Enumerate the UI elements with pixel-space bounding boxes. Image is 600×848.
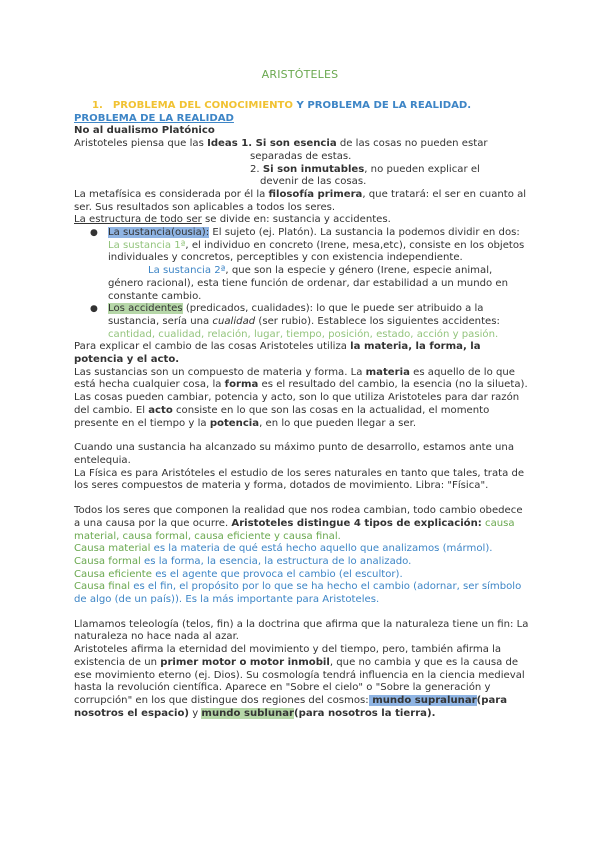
compuesto-paragraph: Las sustancias son un compuesto de materia y forma. La materia es aquello de lo que está hecha cualquier cosa, la forma es el resultado del cambio, la esencia (no la silueta). [74,366,528,391]
document-title: ARISTÓTELES [261,68,339,81]
subheading: No al dualismo Platónico [74,125,215,137]
ideas-item2: 2. Si son inmutables, no pueden explicar el [250,163,480,175]
list-item-accidentes: ● Los accidentes (predicados, cualidades): lo que le puede ser atribuido a la sustancia, sería una cualidad (ser rubio). Establece los siguientes accidentes: cantidad, cualidad, relación, lugar, tiempo, posición, estado, acción y pasión. [90,303,500,340]
section-subtitle: PROBLEMA DE LA REALIDAD [74,112,234,124]
potencia-paragraph: Las cosas pueden cambiar, potencia y acto, son lo que utiliza Aristoteles para dar razón del cambio. El acto consiste en lo que son las cosas en la actualidad, el momento presente en el tiempo y la potencia, en lo que pueden llegar a ser. [74,392,520,429]
list-item-sustancia: ● La sustancia(ousia): El sujeto (ej. Platón). La sustancia la podemos dividir en dos: La sustancia 1ª, el individuo en concreto (Irene, mesa,etc), consiste en los objetos individuales y concretos, perceptibles y con existencia independiente. La sustancia 2ª, que son la especie y género (Irene, especie animal, género racional), esta tiene función de ordenar, dar estabilidad a un mundo en constante cambio. [90,227,525,302]
entelequia-paragraph: Cuando una sustancia ha alcanzado su máximo punto de desarrollo, estamos ante una entelequia. [74,442,515,466]
fisica-paragraph: La Física es para Aristóteles el estudio de los seres naturales en tanto que tales, trata de los seres compuestos de materia y forma, dotados de movimiento. Libra: "Física". [74,467,525,492]
eternidad-paragraph: Aristoteles afirma la eternidad del movimiento y del tiempo, pero, también afirma la existencia de un primer motor o motor inmobil, que no cambia y que es la causa de ese movimiento eterno (ej. Dios). Su cosmología tendrá influencia en la ciencia medieval hasta la revolución científica. Aparece en "Sobre el cielo" o "Sobre la generación y corrupción" en los que distingue dos regiones del cosmos: mundo supralunar(para nosotros el espacio) y mundo sublunar(para nosotros la tierra). [74,644,525,719]
bullet-icon: ● [90,304,98,315]
metafisica-paragraph: La metafísica es considerada por él la filosofía primera, que tratará: el ser en cuanto al ser. Sus resultados son aplicables a todos los seres. [74,188,527,213]
causa-final: Causa final es el fin, el propósito por lo que se ha hecho el cambio (adornar, ser símbolo de algo (de un país)). Es la más importante para Aristoteles. [74,581,522,606]
cambio-paragraph: Para explicar el cambio de las cosas Aristoteles utiliza la materia, la forma, la potencia y el acto. [74,341,481,366]
causa-material: Causa material es la materia de qué está hecho aquello que analizamos (mármol). [74,543,493,555]
ideas-item2-cont: devenir de las cosas. [260,176,367,188]
causa-formal: Causa formal es la forma, la esencia, la estructura de lo analizado. [74,555,412,567]
estructura-paragraph: La estructura de todo ser se divide en: sustancia y accidentes. [74,214,391,226]
ideas-item1-cont: separadas de estas. [250,150,352,162]
section-heading: 1. PROBLEMA DEL CONOCIMIENTO Y PROBLEMA DE LA REALIDAD. [92,100,472,111]
bullet-icon: ● [90,228,98,239]
section-number: 1. [92,100,103,111]
teleologia-paragraph: Llamamos teleología (telos, fin) a la doctrina que afirma que la naturaleza tiene un fin: La naturaleza no hace nada al azar. [74,618,529,643]
causas-intro: Todos los seres que componen la realidad que nos rodea cambian, todo cambio obedece a una causa por la que ocurre. Aristoteles distingue 4 tipos de explicación: causa material, causa formal, causa eficiente y causa final. [74,505,523,542]
document-body [74,100,529,720]
causa-eficiente: Causa eficiente es el agente que provoca el cambio (el escultor). [74,568,403,580]
ideas-paragraph: Aristoteles piensa que las Ideas 1. Si son esencia de las cosas no pueden estar [74,138,488,150]
